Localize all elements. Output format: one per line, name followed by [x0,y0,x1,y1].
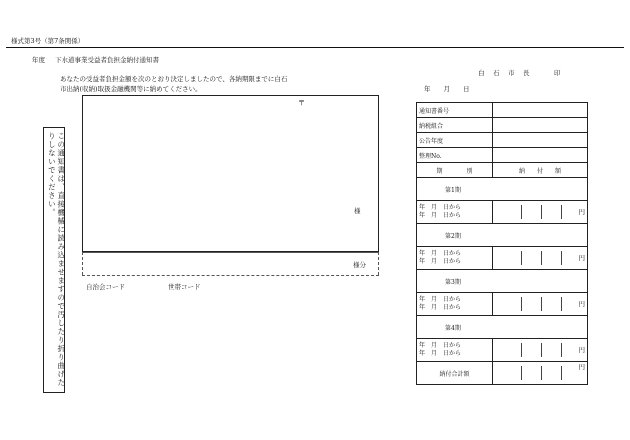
document-title: 下水道事業受益者負担金納付通知書 [55,56,159,64]
info-label: 整理No. [417,148,493,163]
address-window [82,95,379,252]
info-value [493,133,588,148]
header-rule [6,47,624,48]
fiscal-year-label: 年度 [32,56,45,64]
amount-cell: 円 [493,201,588,224]
due-date-cell: 年 月 日から 年 月 日から [417,247,493,270]
info-value [493,103,588,118]
intro-line-2: 市出納(収納)取扱金融機関等に納めてください。 [60,85,202,93]
issue-date: 年 月 日 [424,85,470,93]
info-value [493,148,588,163]
amount-cell: 円 [493,247,588,270]
postal-mark: 〒 [298,99,305,107]
info-label: 公告年度 [417,133,493,148]
total-amount-cell: 円 [493,362,588,385]
dashed-right [378,252,379,275]
amount-cell: 円 [493,339,588,362]
address-divider [82,252,379,253]
due-date-cell: 年 月 日から 年 月 日から [417,339,493,362]
side-notice-text: この通知書は、直接機械に読み込ませますので汚したり折り曲げたりしないでください。 [47,132,66,387]
name-suffix: 様 [354,207,361,215]
period-header: 期 別 [417,163,493,178]
dashed-line-bottom [82,275,379,276]
period-label: 第2期 [417,224,588,247]
period-label: 第4期 [417,316,588,339]
municipality-code-label: 自治会コード [86,283,125,291]
info-value [493,118,588,133]
dashed-left [82,252,83,275]
info-label: 通知書番号 [417,103,493,118]
seal-mark: 印 [554,69,561,77]
notice-table [416,102,588,385]
total-label: 納付合計額 [417,362,493,385]
period-label: 第3期 [417,270,588,293]
amount-cell: 円 [493,293,588,316]
info-label: 納税組合 [417,118,493,133]
household-code-label: 世帯コード [168,283,201,291]
form-number: 様式第3号（第7条関係） [11,37,85,45]
amount-header: 納 付 額 [493,163,588,178]
intro-line-1: あなたの受益者負担金額を次のとおり決定しましたので、各納期限までに白石 [60,75,288,83]
mayor-label: 白 石 市 長 [478,69,531,77]
period-label: 第1期 [417,178,588,201]
due-date-cell: 年 月 日から 年 月 日から [417,293,493,316]
note-suffix: 様分 [353,261,366,269]
due-date-cell: 年 月 日から 年 月 日から [417,201,493,224]
